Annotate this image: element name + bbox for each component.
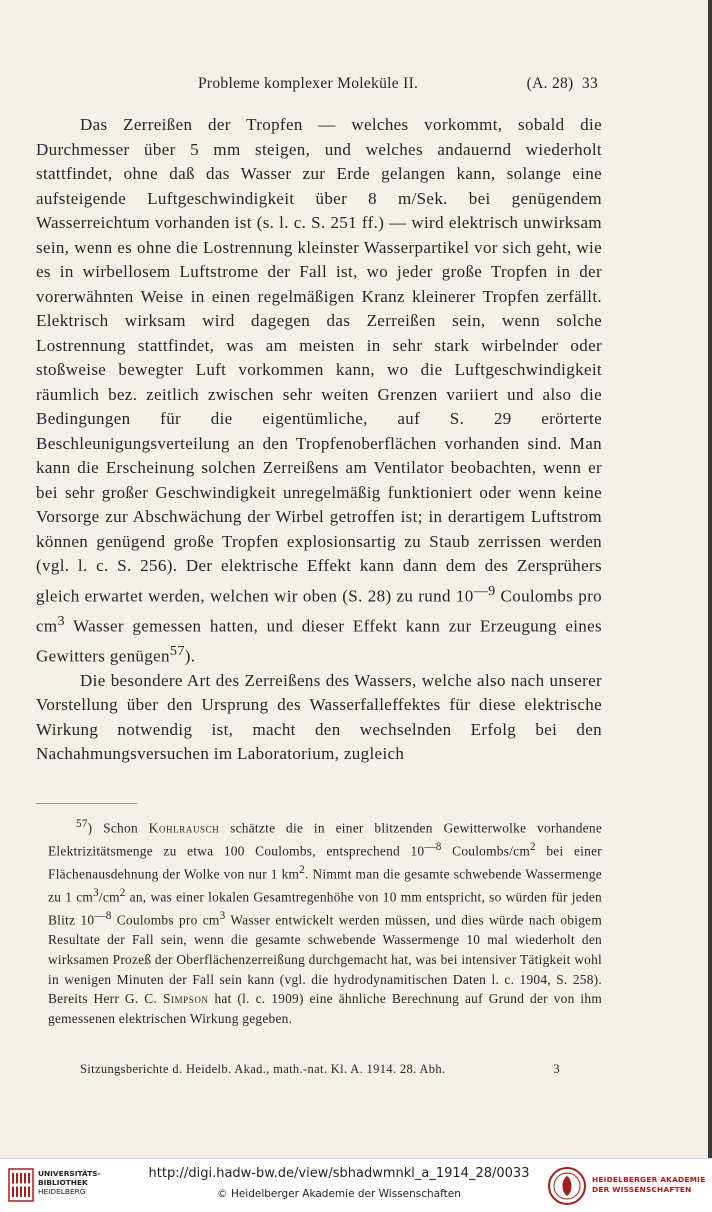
footnote-text: Schon xyxy=(103,820,149,836)
exponent: —8 xyxy=(94,910,112,923)
exponent: 2 xyxy=(119,887,126,900)
footnote-text: Wasser entwickelt werden müssen, und dies würde nach obigem Resultate der Fall sein, wenn die gesamte schwebende Wassermenge 10 mal wiederholt den wirksamen Prozeß der Oberflächenzerreißung durchgemacht hat, was bei intensiver Tätigkeit wohl in wenigen Minuten der Fall sein kann (vgl. die hydrodynamitischen Daten l. c. 1904, S. 258). Bereits Herr G. C. xyxy=(48,912,602,1007)
author-name: Simpson xyxy=(162,991,209,1007)
paragraph-2: Die besondere Art des Zerreißens des Wassers, welche also nach unserer Vorstellung über den Ursprung des Wasserfalleffektes für diese elektrische Wirkung notwendig ist, macht den wechselnden Erfolg bei den Nachahmungsversuchen im Laboratorium, zugleich xyxy=(36,670,602,764)
exponent: 3 xyxy=(93,887,99,900)
footnote-paren: ) xyxy=(87,820,104,836)
paragraph-1 xyxy=(36,113,602,669)
footnote-text: schätzte die in einer blitzenden Gewitterwolke vorhandene Elektrizitätsmenge zu etwa 100 Coulombs, entsprechend 10 xyxy=(48,820,603,859)
footnote-text: . Nimmt man die gesamte schwebende Wassermenge zu 1 cm xyxy=(48,866,602,905)
exponent: 3 xyxy=(57,612,65,629)
academy-name-line: DER WISSENSCHAFTEN xyxy=(592,1185,692,1194)
header-reference xyxy=(527,75,598,93)
sheet-number: 3 xyxy=(553,1062,560,1076)
footnote-text: Coulombs pro cm xyxy=(111,912,220,928)
signature-text: Sitzungsberichte d. Heidelb. Akad., math.-nat. Kl. A. 1914. 28. Abh. xyxy=(80,1062,446,1076)
running-header xyxy=(36,75,598,99)
library-name-line: HEIDELBERG xyxy=(38,1187,86,1196)
footnote xyxy=(48,815,602,1028)
footnote-text: an, was einer lokalen Gesamtregenhöhe von 10 mm entspricht, so würden für jeden Blitz 10 xyxy=(48,889,602,928)
paragraph-1-text-a: Das Zerreißen der Tropfen — welches vorkommt, sobald die Durchmesser über 5 mm steigen, und welches andauernd wiederholt stattfindet, ohne daß das Wasser zur Erde gelangen kann, solange eine aufsteigende Luftgeschwindigkeit über 8 m/Sek. bei genügendem Wasserreichtum vorhanden ist (s. l. c. S. 251 ff.) — wird elektrisch unwirksam sein, wenn es ohne die Lostrennung kleinster Wasserpartikel vor sich geht, wie es in wirbellosem Luftstrome der Fall ist, wo jeder große Tropfen in der vorerwähnten Weise in einen regelmäßigen Kranz kleinerer Tropfen zerfällt. Elektrisch wirksam wird dagegen das Zerreißen sein, wenn solche Lostrennung stattfindet, was am meisten in sehr stark wirbelnder oder stoßweise bewegter Luft vorkommen kann, wo die Luftgeschwindigkeit räumlich bez. zeitlich zwischen sehr weiten Grenzen variiert und also die Bedingungen für die eigentümliche, auf S. 29 erörterte Beschleunigungsverteilung an den Tropfenoberflächen vorhanden sind. Man kann die Erscheinung solchen Zerreißens am Ventilator beobachten, wenn er bei sehr großer Geschwindigkeit unregelmäßig funktioniert oder wenn keine Vorsorge zur Abschwächung der Wirbel getroffen ist; in derartigem Luftstrom können genügend große Tropfen explosionsartig zu Staub zerrissen werden (vgl. l. c. S. 256). Der elektrische Effekt kann dann dem des Zersprühers gleich erwartet werden, welchen wir oben (S. 28) zu rund 10 xyxy=(36,115,602,606)
university-library-logo-icon[interactable] xyxy=(8,1167,34,1203)
library-name-line: UNIVERSITÄTS- xyxy=(38,1169,101,1178)
exponent: —9 xyxy=(473,582,496,599)
footnote-text: hat (l. c. 1909) eine ähnliche Berechnung auf Grund der von ihm gemessenen elektrischen Wirkung gegeben. xyxy=(48,991,602,1026)
copyright-notice: © Heidelberger Akademie der Wissenschaften xyxy=(217,1188,461,1200)
author-name: Kohlrausch xyxy=(148,820,220,836)
paragraph-1-text-d: ). xyxy=(184,646,196,666)
footnote-57 xyxy=(48,815,602,1028)
exponent: 3 xyxy=(219,910,226,923)
paragraph-1-text-c: Wasser gemessen hatten, und dieser Effekt kann zur Erzeugung eines Gewitters genügen xyxy=(36,616,602,666)
academy-name-line: HEIDELBERGER AKADEMIE xyxy=(592,1175,706,1184)
academy-seal-icon[interactable] xyxy=(547,1166,587,1206)
footnote-text: /cm xyxy=(98,889,120,905)
academy-name xyxy=(592,1175,705,1195)
reference-label: (A. 28) xyxy=(526,75,574,92)
exponent: —8 xyxy=(424,841,442,854)
exponent: 2 xyxy=(530,841,536,854)
exponent: 2 xyxy=(299,864,306,877)
paragraph-1-text-b: Coulombs pro cm xyxy=(36,586,602,636)
running-title: Probleme komplexer Moleküle II. xyxy=(198,75,419,92)
library-name-line: BIBLIOTHEK xyxy=(38,1178,88,1187)
page-edge-shadow xyxy=(708,0,712,1158)
footnote-divider xyxy=(36,803,137,804)
permalink-url[interactable]: http://digi.hadw-bw.de/view/sbhadwmnkl_a_1914_28/0033 xyxy=(148,1166,530,1181)
university-library-name xyxy=(38,1169,101,1196)
main-text xyxy=(36,113,602,767)
footnote-reference: 57 xyxy=(169,642,185,659)
page-number: 33 xyxy=(581,75,598,92)
footnote-text: bei einer Flächenausdehnung der Wolke von nur 1 km xyxy=(48,843,602,882)
printer-signature xyxy=(80,1062,560,1082)
viewer-footer xyxy=(0,1158,712,1212)
footnote-text: Coulombs/cm xyxy=(441,843,531,859)
footnote-number: 57 xyxy=(76,818,88,830)
